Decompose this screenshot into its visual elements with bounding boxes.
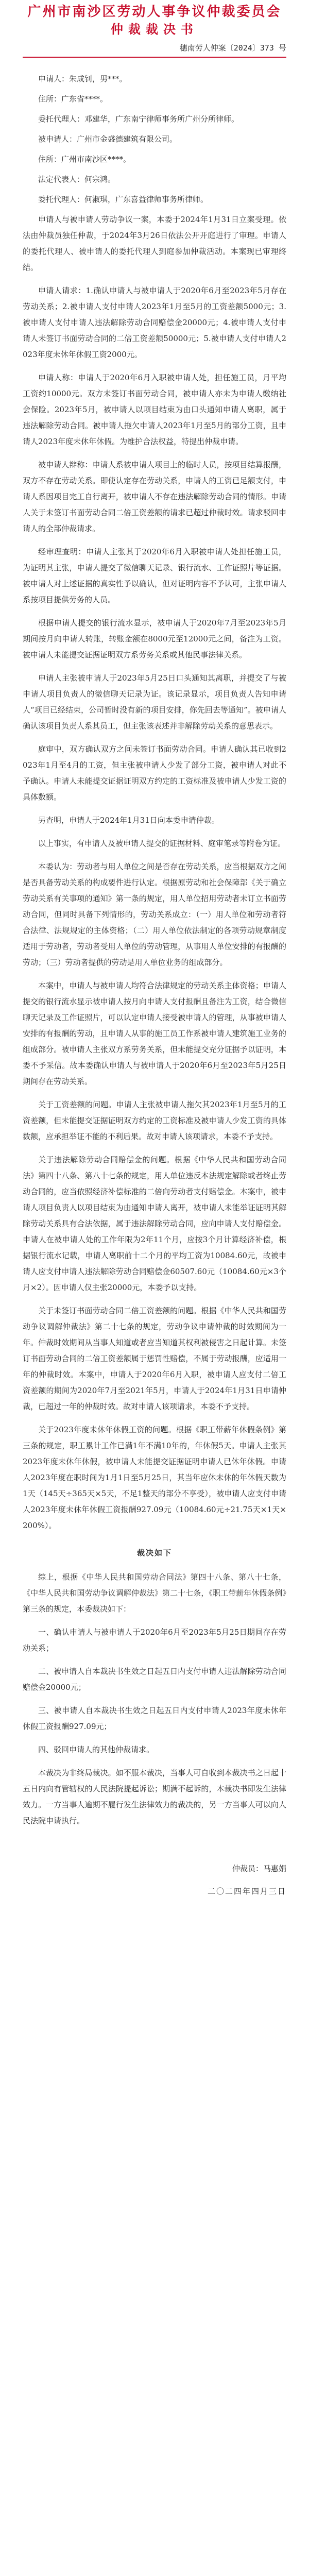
organization-title: 广州市南沙区劳动人事争议仲裁委员会 — [27, 4, 282, 20]
body-paragraph: 以上事实，有申请人及被申请人提交的证据材料、庭审笔录等附卷为证。 — [38, 839, 286, 848]
party-line: 委托代理人：邓建华，广东南宁律师事务所广州分所律师。 — [38, 114, 239, 124]
party-line: 住所：广东省****。 — [38, 94, 108, 104]
body-paragraph: 关于违法解除劳动合同赔偿金的问题。根据《中华人民共和国劳动合同法》第四十八条、第八十七条的规定，用人单位违反本法规定解除或者终止劳动合同的，应当依照经济补偿标准的二倍向劳动者支付赔偿金。本案中，被申请人项目负责人以项目结束为由通知申请人离开，被申请人未能举证证明其解除劳动关系具有合法依据，属于违法解除劳动合同，应向申请人支付赔偿金。申请人在被申请人处的工作年限为2年11个月，应按3个月计算经济补偿，根据银行流水记载，申请人离职前十二个月的平均工资为10084.60元，故被申请人应支付申请人违法解除劳动合同赔偿金60507.60元（10084.60元×3个月×2）。因申请人仅主张20000元，本委予以支持。 — [23, 1155, 286, 1292]
parties-section — [23, 71, 286, 208]
ruling-heading: 裁决如下 — [136, 1548, 172, 1557]
party-line: 法定代表人：何宗鸿。 — [38, 175, 116, 184]
arbitrator-signature: 仲裁员：马惠娟 — [232, 1864, 286, 1873]
body-paragraph: 被申请人辩称：申请人系被申请人项目上的临时人员，按项目结算报酬，双方不存在劳动关系。即使认定存在劳动关系，申请人的工资已足额支付，申请人系因项目完工自行离开，被申请人不存在违法解除劳动合同的情形。申请人关于未签订书面劳动合同二倍工资差额的请求已超过仲裁时效。请求驳回申请人的全部仲裁请求。 — [23, 460, 286, 533]
body-paragraph: 经审理查明：申请人主张其于2020年6月入职被申请人处担任施工员，为证明其主张，申请人提交了微信聊天记录、银行流水、工作证照片等证据。被申请人对上述证据的真实性予以确认，但对证明内容不予认可，主张申请人系按项目提供劳务的人员。 — [23, 547, 286, 604]
body-paragraph: 申请人称：申请人于2020年6月入职被申请人处，担任施工员，月平均工资约10000元。双方未签订书面劳动合同，被申请人亦未为申请人缴纳社会保险。2023年5月，被申请人以项目结束为由口头通知申请人离职，属于违法解除劳动合同。被申请人拖欠申请人2023年1月至5月的部分工资，且申请人2023年度未休年休假。为维护合法权益，特提出仲裁申请。 — [23, 373, 286, 446]
body-section — [23, 212, 286, 1534]
case-number: 穗南劳人仲案〔2024〕373 号 — [179, 43, 286, 53]
body-paragraph: 关于工资差额的问题。申请人主张被申请人拖欠其2023年1月至5月的工资差额，但未能提交证据证明双方约定的工资标准及被申请人少发工资的具体数额，应承担举证不能的不利后果。故对申请人该项请求，本委不予支持。 — [23, 1100, 286, 1141]
party-line: 申请人：朱成钊，男***。 — [38, 74, 127, 83]
party-line: 被申请人：广州市金盛德建筑有限公司。 — [38, 134, 178, 144]
body-paragraph: 庭审中，双方确认双方之间未签订书面劳动合同。申请人确认其已收到2023年1月至4月的工资，但主张被申请人少发了部分工资，被申请人对此不予确认。申请人未能提交证据证明双方约定的工资标准及被申请人少发工资的具体数额。 — [23, 744, 286, 802]
document-title: 仲裁裁决书 — [111, 22, 198, 37]
body-paragraph: 申请人主张被申请人于2023年5月25日口头通知其离职，并提交了与被申请人项目负责人的微信聊天记录为证。该记录显示，项目负责人告知申请人“项目已经结束，公司暂时没有新的项目安排，你先回去等通知”。被申请人确认该项目负责人系其员工，但主张该表述并非解除劳动关系的意思表示。 — [23, 673, 286, 731]
header-divider — [23, 57, 286, 58]
body-paragraph: 另查明，申请人于2024年1月31日向本委申请仲裁。 — [38, 816, 219, 825]
ruling-item: 四、驳回申请人的其他仲裁请求。 — [38, 1745, 154, 1754]
signature-block — [23, 1860, 286, 1900]
body-paragraph: 申请人与被申请人劳动争议一案，本委于2024年1月31日立案受理。依法由仲裁员独任仲裁，于2024年3月26日依法公开开庭进行了审理。申请人的委托代理人、被申请人的委托代理人到庭参加仲裁活动。本案现已审理终结。 — [23, 215, 286, 272]
body-paragraph: 本案中，申请人与被申请人均符合法律规定的劳动关系主体资格；申请人提交的银行流水显示被申请人按月向申请人支付报酬且备注为工资，结合微信聊天记录及工作证照片，可以认定申请人接受被申请人的管理，从事被申请人安排的有报酬的劳动，且申请人从事的施工员工作系被申请人建筑施工业务的组成部分。被申请人主张双方系劳务关系，但未能提交充分证据予以证明，本委不予采信。故本委确认申请人与被申请人于2020年6月至2023年5月25日期间存在劳动关系。 — [23, 981, 286, 1086]
party-line: 委托代理人：何淑琪，广东喜益律师事务所律师。 — [38, 195, 209, 204]
body-paragraph: 申请人请求：1.确认申请人与被申请人于2020年6月至2023年5月存在劳动关系；2.被申请人支付申请人2023年1月至5月的工资差额5000元；3.被申请人支付申请人违法解除劳动合同赔偿金20000元；4.被申请人支付申请人未签订书面劳动合同的二倍工资差额50000元；5.被申请人支付申请人2023年度未休年休假工资2000元。 — [23, 286, 286, 359]
ruling-intro: 综上，根据《中华人民共和国劳动合同法》第四十八条、第八十七条，《中华人民共和国劳动争议调解仲裁法》第二十七条，《职工带薪年休假条例》第三条的规定，本委裁决如下： — [23, 1572, 286, 1614]
body-paragraph: 关于未签订书面劳动合同二倍工资差额的问题。根据《中华人民共和国劳动争议调解仲裁法》第二十七条的规定，劳动争议申请仲裁的时效期间为一年。仲裁时效期间从当事人知道或者应当知道其权利被侵害之日起计算。未签订书面劳动合同的二倍工资差额属于惩罚性赔偿，不属于劳动报酬，应适用一年的仲裁时效。本案中，申请人于2020年6月入职，被申请人应支付二倍工资差额的期间为2020年7月至2021年5月，申请人于2024年1月31日申请仲裁，已超过一年的仲裁时效。故对申请人该项请求，本委不予支持。 — [23, 1306, 286, 1411]
closing-paragraph: 本裁决为非终局裁决。如不服本裁决，当事人可自收到本裁决书之日起十五日内向有管辖权的人民法院提起诉讼；期满不起诉的，本裁决书即发生法律效力。一方当事人逾期不履行发生法律效力的裁决的，另一方当事人可以向人民法院申请执行。 — [23, 1768, 286, 1825]
body-paragraph: 本委认为：劳动者与用人单位之间是否存在劳动关系，应当根据双方之间是否具备劳动关系的构成要件进行认定。根据原劳动和社会保障部《关于确立劳动关系有关事项的通知》第一条的规定，用人单位招用劳动者未订立书面劳动合同，但同时具备下列情形的，劳动关系成立：（一）用人单位和劳动者符合法律、法规规定的主体资格；（二）用人单位依法制定的各项劳动规章制度适用于劳动者，劳动者受用人单位的劳动管理，从事用人单位安排的有报酬的劳动；（三）劳动者提供的劳动是用人单位业务的组成部分。 — [23, 862, 286, 967]
ruling-date: 二〇二四年四月三日 — [207, 1887, 286, 1896]
body-paragraph: 关于2023年度未休年休假工资的问题。根据《职工带薪年休假条例》第三条的规定，职工累计工作已满1年不满10年的，年休假5天。申请人主张其2023年度未休年休假，被申请人未能提交证据证明申请人已休年休假。申请人2023年度在职时间为1月1日至5月25日，其当年应休未休的年休假天数为1天（145天÷365天×5天，不足1整天的部分不享受），被申请人应支付申请人2023年度未休年休假工资报酬927.09元（10084.60元÷21.75天×1天×200%）。 — [23, 1425, 286, 1530]
body-paragraph: 根据申请人提交的银行流水显示，被申请人于2020年7月至2023年5月期间按月向申请人转账，转账金额在8000元至12000元之间，备注为工资。被申请人未能提交证据证明双方系劳务关系或其他民事法律关系。 — [23, 618, 286, 659]
ruling-item: 一、确认申请人与被申请人于2020年6月至2023年5月25日期间存在劳动关系； — [23, 1628, 286, 1653]
ruling-section — [23, 1569, 286, 1829]
party-line: 住所：广州市南沙区****。 — [38, 155, 131, 164]
ruling-item: 三、被申请人自本裁决书生效之日起五日内支付申请人2023年度未休年休假工资报酬927.09元； — [23, 1706, 286, 1731]
ruling-item: 二、被申请人自本裁决书生效之日起五日内支付申请人违法解除劳动合同赔偿金20000元； — [23, 1667, 286, 1692]
